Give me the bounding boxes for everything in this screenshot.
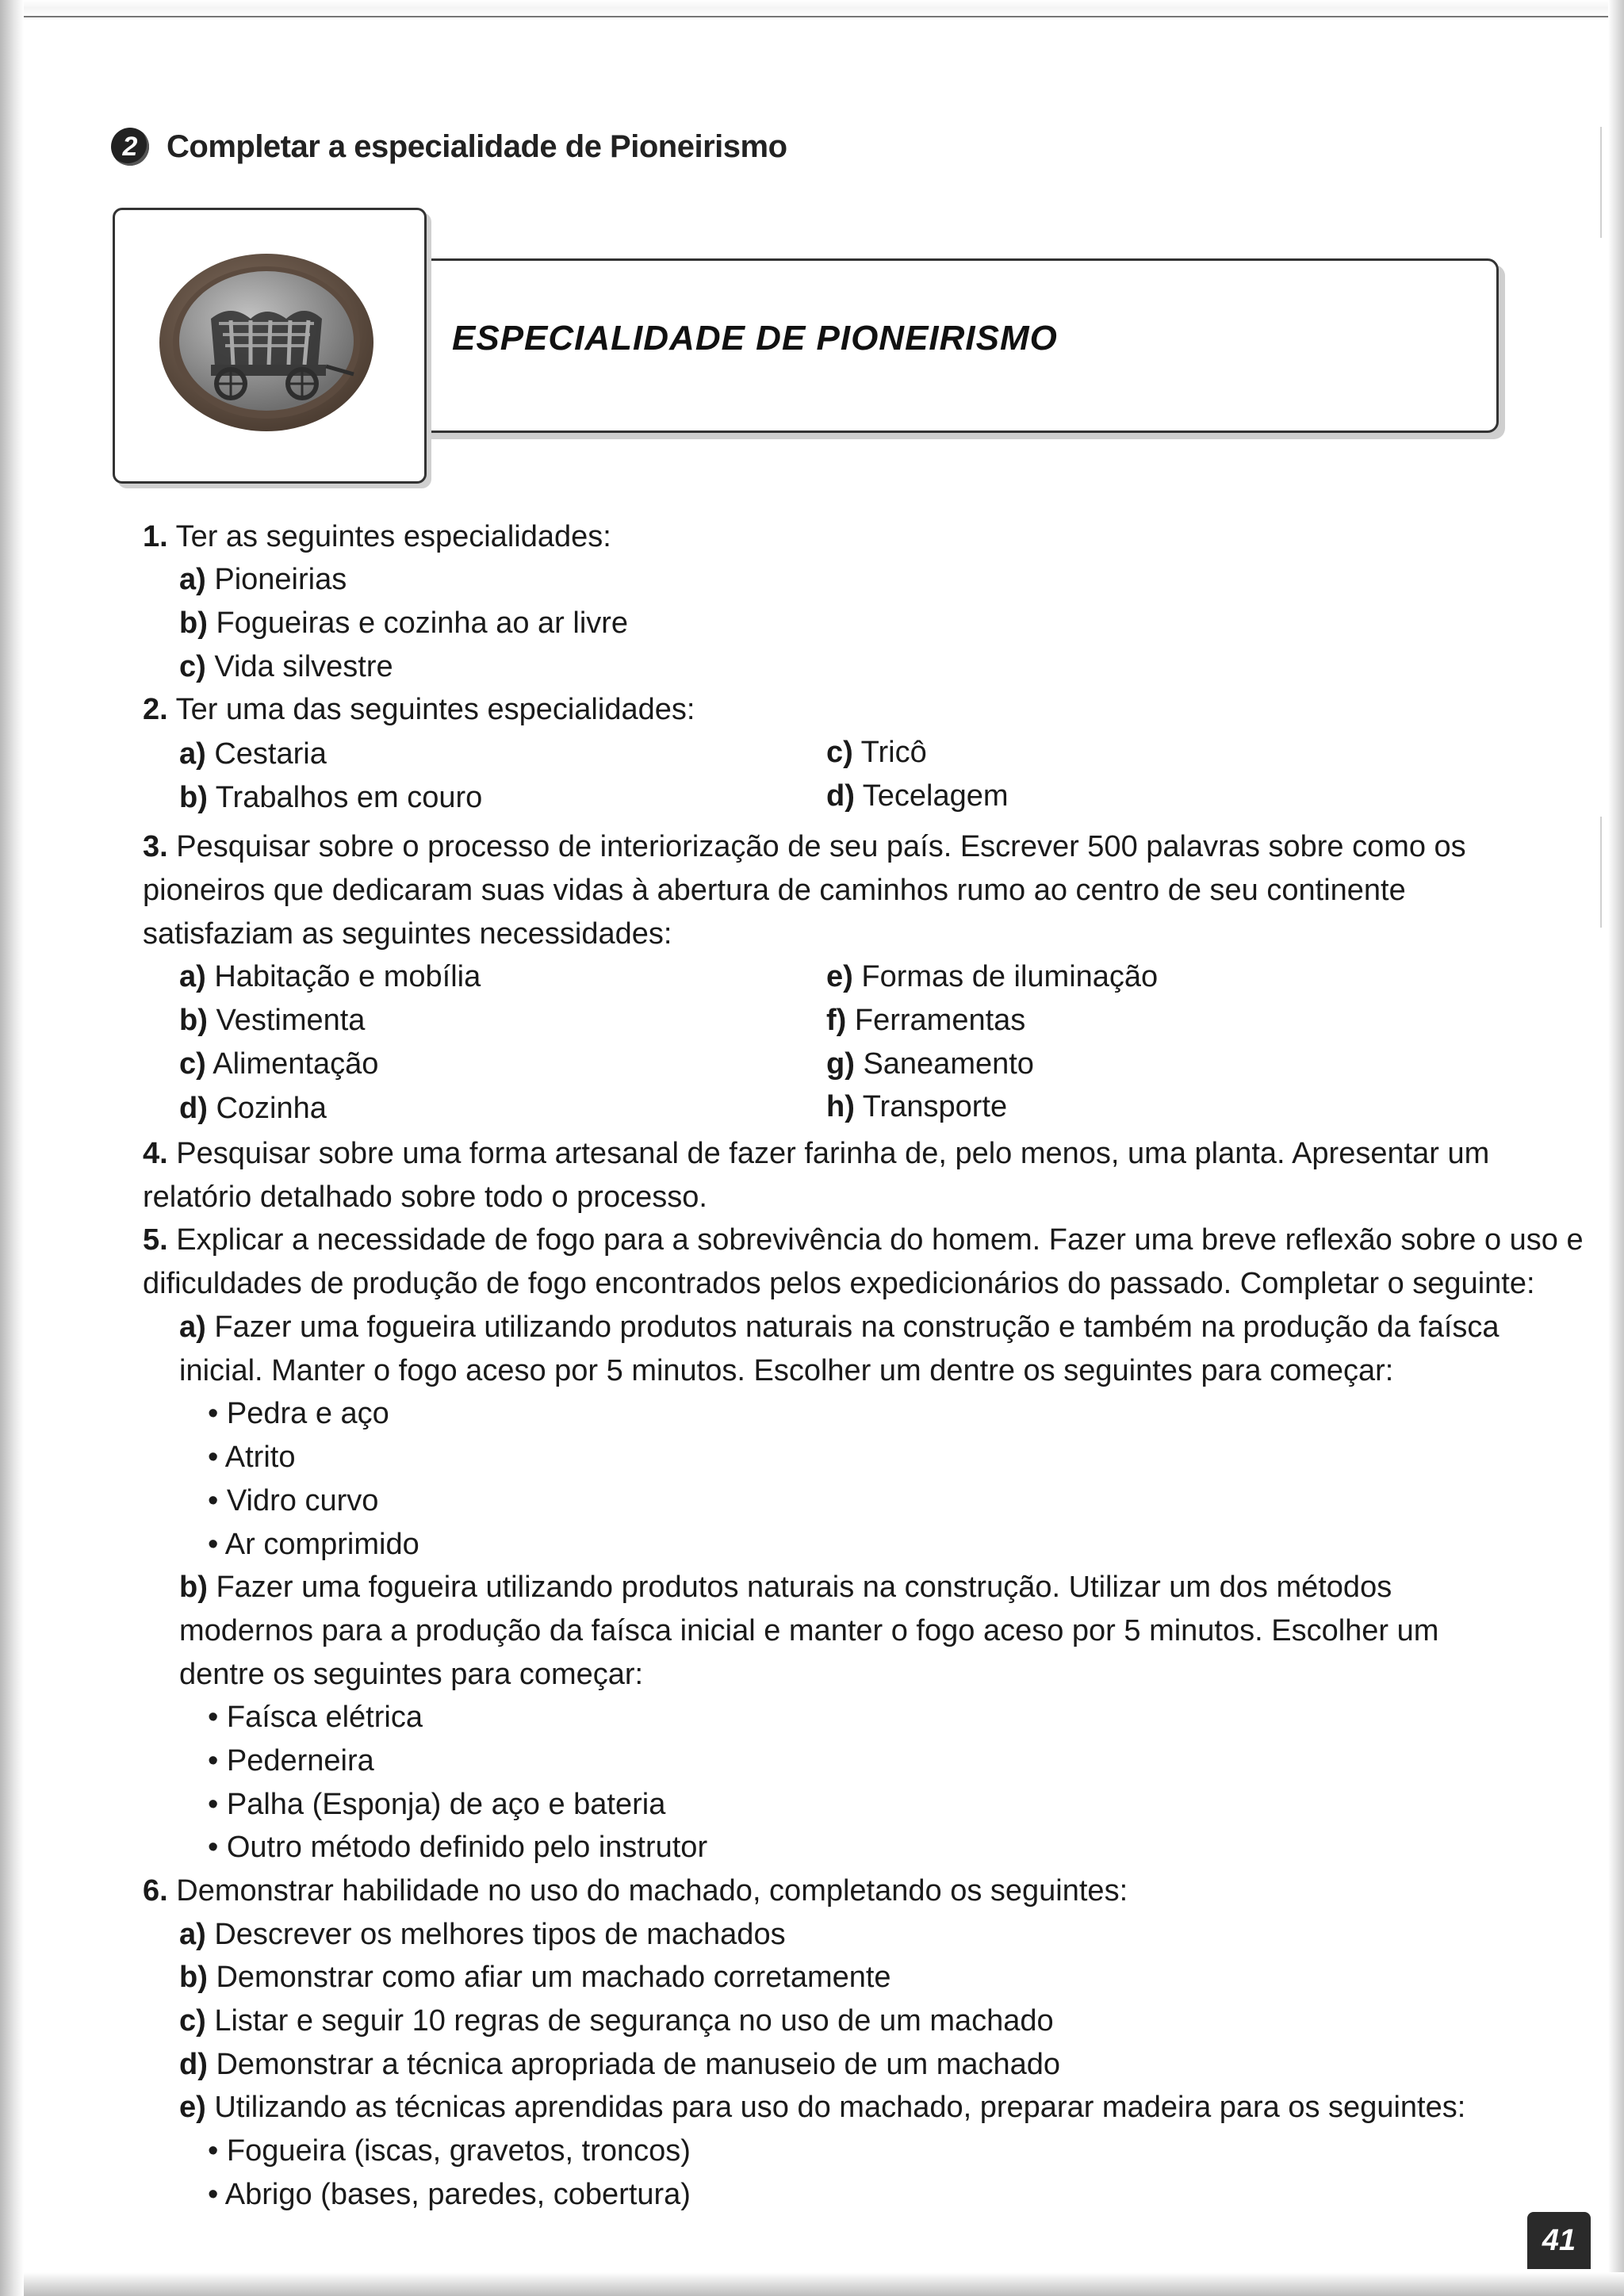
sub-item-continuation: modernos para a produção da faísca inicial e manter o fogo aceso por 5 minutos. Escolher um [179, 1614, 1439, 1647]
sub-item: f) Ferramentas [826, 1004, 1026, 1037]
sub-item: e) Utilizando as técnicas aprendidas para uso do machado, preparar madeira para os seguintes: [179, 2091, 1466, 2124]
requirement-item: 6. Demonstrar habilidade no uso do machado, completando os seguintes: [143, 1874, 1128, 1908]
scan-edge-left [0, 0, 24, 2296]
requirement-item: 1. Ter as seguintes especialidades: [143, 520, 611, 553]
requirement-continuation: relatório detalhado sobre todo o processo. [143, 1181, 707, 1214]
section-number-badge: 2 [111, 128, 149, 166]
sub-item: b) Fazer uma fogueira utilizando produtos naturais na construção. Utilizar um dos métodos [179, 1571, 1392, 1604]
requirement-item: 5. Explicar a necessidade de fogo para a sobrevivência do homem. Fazer uma breve reflexão sobre o uso e [143, 1223, 1584, 1257]
sub-item: d) Cozinha [179, 1092, 327, 1125]
page-number: 41 [1527, 2212, 1591, 2269]
bullet-item: • Atrito [208, 1441, 296, 1474]
sub-item: d) Tecelagem [826, 779, 1009, 813]
sub-item: a) Descrever os melhores tipos de machados [179, 1918, 786, 1951]
sub-item-continuation: inicial. Manter o fogo aceso por 5 minutos. Escolher um dentre os seguintes para começar: [179, 1354, 1394, 1387]
sub-item: g) Saneamento [826, 1047, 1034, 1081]
sub-item: c) Vida silvestre [179, 650, 393, 683]
requirement-continuation: dificuldades de produção de fogo encontrados pelos expedicionários do passado. Completar o seguinte: [143, 1267, 1535, 1300]
scan-edge-right [1608, 0, 1624, 2296]
bullet-item: • Outro método definido pelo instrutor [208, 1831, 708, 1864]
covered-wagon-badge-icon [155, 247, 377, 438]
requirement-continuation: satisfaziam as seguintes necessidades: [143, 917, 672, 951]
bullet-item: • Ar comprimido [208, 1528, 419, 1561]
sub-item: b) Vestimenta [179, 1004, 366, 1037]
sub-item: a) Fazer uma fogueira utilizando produtos naturais na construção e também na produção da faísca [179, 1311, 1500, 1344]
section-title: Completar a especialidade de Pioneirismo [167, 128, 787, 164]
sub-item: h) Transporte [826, 1090, 1008, 1123]
requirement-item: 2. Ter uma das seguintes especialidades: [143, 693, 695, 726]
sub-item: a) Pioneirias [179, 563, 347, 596]
sub-item: c) Tricô [826, 736, 927, 769]
bullet-item: • Palha (Esponja) de aço e bateria [208, 1788, 666, 1821]
specialty-title: ESPECIALIDADE DE PIONEIRISMO [452, 319, 1058, 358]
bullet-item: • Vidro curvo [208, 1484, 379, 1517]
scan-edge-top [24, 0, 1624, 17]
sub-item: c) Listar e seguir 10 regras de segurança no uso de um machado [179, 2004, 1054, 2038]
bullet-item: • Abrigo (bases, paredes, cobertura) [208, 2178, 691, 2211]
sub-item: b) Fogueiras e cozinha ao ar livre [179, 607, 629, 640]
sub-item: b) Trabalhos em couro [179, 781, 483, 814]
requirement-continuation: pioneiros que dedicaram suas vidas à abertura de caminhos rumo ao centro de seu continente [143, 874, 1406, 907]
margin-rule [1600, 127, 1602, 238]
requirement-item: 3. Pesquisar sobre o processo de interiorização de seu país. Escrever 500 palavras sobre como os [143, 830, 1466, 863]
sub-item: a) Cestaria [179, 737, 327, 771]
bullet-item: • Fogueira (iscas, gravetos, troncos) [208, 2134, 691, 2168]
sub-item: d) Demonstrar a técnica apropriada de manuseio de um machado [179, 2048, 1061, 2081]
sub-item: c) Alimentação [179, 1047, 379, 1081]
sub-item: a) Habitação e mobília [179, 960, 481, 993]
sub-item: b) Demonstrar como afiar um machado corretamente [179, 1961, 891, 1994]
bullet-item: • Pedra e aço [208, 1397, 389, 1430]
margin-rule [1600, 817, 1602, 928]
section-heading [111, 123, 787, 170]
requirement-item: 4. Pesquisar sobre uma forma artesanal de fazer farinha de, pelo menos, uma planta. Apresentar um [143, 1137, 1490, 1170]
bullet-item: • Pederneira [208, 1744, 374, 1777]
sub-item-continuation: dentre os seguintes para começar: [179, 1658, 644, 1691]
sub-item: e) Formas de iluminação [826, 960, 1159, 993]
scan-edge-bottom [24, 2272, 1624, 2296]
bullet-item: • Faísca elétrica [208, 1701, 423, 1734]
